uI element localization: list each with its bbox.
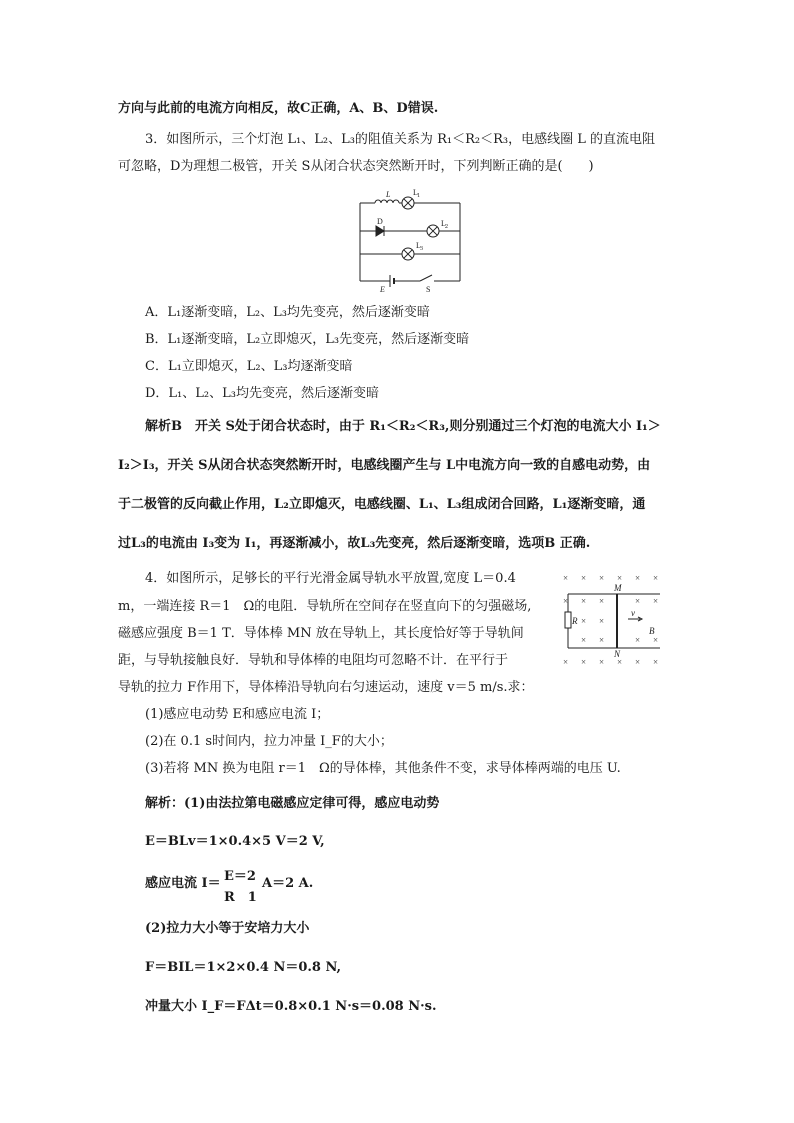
prev-solution-end: 方向与此前的电流方向相反，故C正确，A、B、D错误.	[118, 101, 439, 116]
q3-option-b: B．L₁逐渐变暗，L₂立即熄灭，L₃先变亮，然后逐渐变暗	[145, 332, 470, 347]
q4-solution-emf: E＝BLv＝1×0.4×5 V＝2 V,	[145, 834, 325, 849]
label-L1-sub: 1	[417, 193, 420, 199]
q4-rail-diagram	[558, 568, 664, 672]
q4-subq-3: (3)若将 MN 换为电阻 r＝1 Ω的导体棒，其他条件不变，求导体棒两端的电压 U.	[145, 761, 621, 776]
q4-stem-line1: 4．如图所示，足够长的平行光滑金属导轨水平放置,宽度 L＝0.4	[145, 571, 516, 586]
q4-solution-part2: (2)拉力大小等于安培力大小	[145, 921, 310, 936]
label-L3: L	[416, 241, 421, 250]
field-mark: ×	[635, 573, 641, 583]
label-diode-D: D	[377, 217, 383, 226]
field-mark: ×	[581, 635, 587, 645]
field-mark: ×	[617, 573, 623, 583]
label-N: N	[614, 649, 621, 659]
q4-subq-1: (1)感应电动势 E和感应电流 I；	[145, 707, 330, 722]
field-mark: ×	[599, 657, 605, 667]
label-L3-sub: 3	[420, 246, 423, 252]
label-L2: L	[441, 219, 446, 228]
field-mark: ×	[599, 573, 605, 583]
field-mark: ×	[581, 657, 587, 667]
q3-option-c: C．L₁立即熄灭，L₂、L₃均逐渐变暗	[145, 359, 353, 374]
field-mark: ×	[653, 657, 659, 667]
label-velocity-v: v	[631, 608, 635, 618]
label-switch-S: S	[426, 285, 431, 294]
q4-solution-intro: 解析：(1)由法拉第电磁感应定律可得，感应电动势	[145, 796, 440, 811]
q4-stem-line2: m，一端连接 R＝1 Ω的电阻．导轨所在空间存在竖直向下的匀强磁场,	[118, 599, 532, 614]
field-mark: ×	[599, 616, 605, 626]
label-L1: L	[413, 188, 418, 197]
label-L2-sub: 2	[445, 224, 448, 230]
field-mark: ×	[581, 616, 587, 626]
field-mark: ×	[599, 596, 605, 606]
q3-circuit-diagram	[350, 186, 465, 294]
field-mark: ×	[635, 635, 641, 645]
field-mark: ×	[635, 657, 641, 667]
field-mark: ×	[617, 657, 623, 667]
q3-solution-line3: 于二极管的反向截止作用，L₂立即熄灭，电感线圈、L₁、L₃组成闭合回路，L₁逐渐变暗，通	[118, 497, 646, 512]
q4-solution-current-prefix: 感应电流 I＝	[145, 876, 221, 891]
q3-stem-line2: 可忽略，D为理想二极管，开关 S从闭合状态突然断开时，下列判断正确的是( )	[118, 159, 594, 174]
field-mark: ×	[563, 573, 569, 583]
label-inductor-L: L	[386, 190, 391, 199]
field-mark: ×	[653, 635, 659, 645]
field-mark: ×	[563, 657, 569, 667]
field-mark: ×	[653, 573, 659, 583]
q3-option-d: D．L₁、L₂、L₃均先变亮，然后逐渐变暗	[145, 386, 379, 401]
q4-solution-current-result: A＝2 A.	[262, 876, 314, 891]
q4-solution-fraction-top: E＝2	[224, 869, 256, 884]
q4-solution-force: F＝BIL＝1×2×0.4 N＝0.8 N,	[145, 960, 342, 975]
q4-solution-impulse: 冲量大小 I_F＝FΔt＝0.8×0.1 N·s＝0.08 N·s.	[145, 999, 437, 1014]
q4-solution-fraction-bottom: R 1	[224, 890, 257, 905]
q3-solution-line2: I₂＞I₃，开关 S从闭合状态突然断开时，电感线圈产生与 L中电流方向一致的自感电动势，由	[118, 458, 651, 473]
q3-solution-line4: 过L₃的电流由 I₃变为 I₁，再逐渐减小，故L₃先变亮，然后逐渐变暗，选项B 正确.	[118, 536, 591, 551]
field-mark: ×	[581, 573, 587, 583]
q4-subq-2: (2)在 0.1 s时间内，拉力冲量 I_F的大小；	[145, 734, 393, 749]
field-mark: ×	[599, 635, 605, 645]
q4-stem-line3: 磁感应强度 B＝1 T．导体棒 MN 放在导轨上，其长度恰好等于导轨间	[118, 626, 524, 641]
q3-stem-line1: 3．如图所示，三个灯泡 L₁、L₂、L₃的阻值关系为 R₁＜R₂＜R₃，电感线圈 L 的直流电阻	[145, 132, 655, 147]
field-mark: ×	[581, 596, 587, 606]
q4-stem-line5: 导轨的拉力 F作用下，导体棒沿导轨向右匀速运动，速度 v＝5 m/s.求：	[118, 680, 534, 695]
label-battery-E: E	[380, 285, 385, 294]
field-mark: ×	[653, 596, 659, 606]
field-mark: ×	[563, 596, 569, 606]
field-mark: ×	[635, 596, 641, 606]
q3-solution-line1: 解析B 开关 S处于闭合状态时，由于 R₁＜R₂＜R₃,则分别通过三个灯泡的电流大小 I₁＞	[145, 419, 661, 434]
label-field-B: B	[649, 626, 655, 636]
q4-stem-line4: 距，与导轨接触良好．导轨和导体棒的电阻均可忽略不计．在平行于	[118, 653, 509, 668]
q3-option-a: A．L₁逐渐变暗，L₂、L₃均先变亮，然后逐渐变暗	[145, 305, 430, 320]
label-M: M	[614, 583, 622, 593]
label-resistor-R: R	[572, 616, 578, 626]
